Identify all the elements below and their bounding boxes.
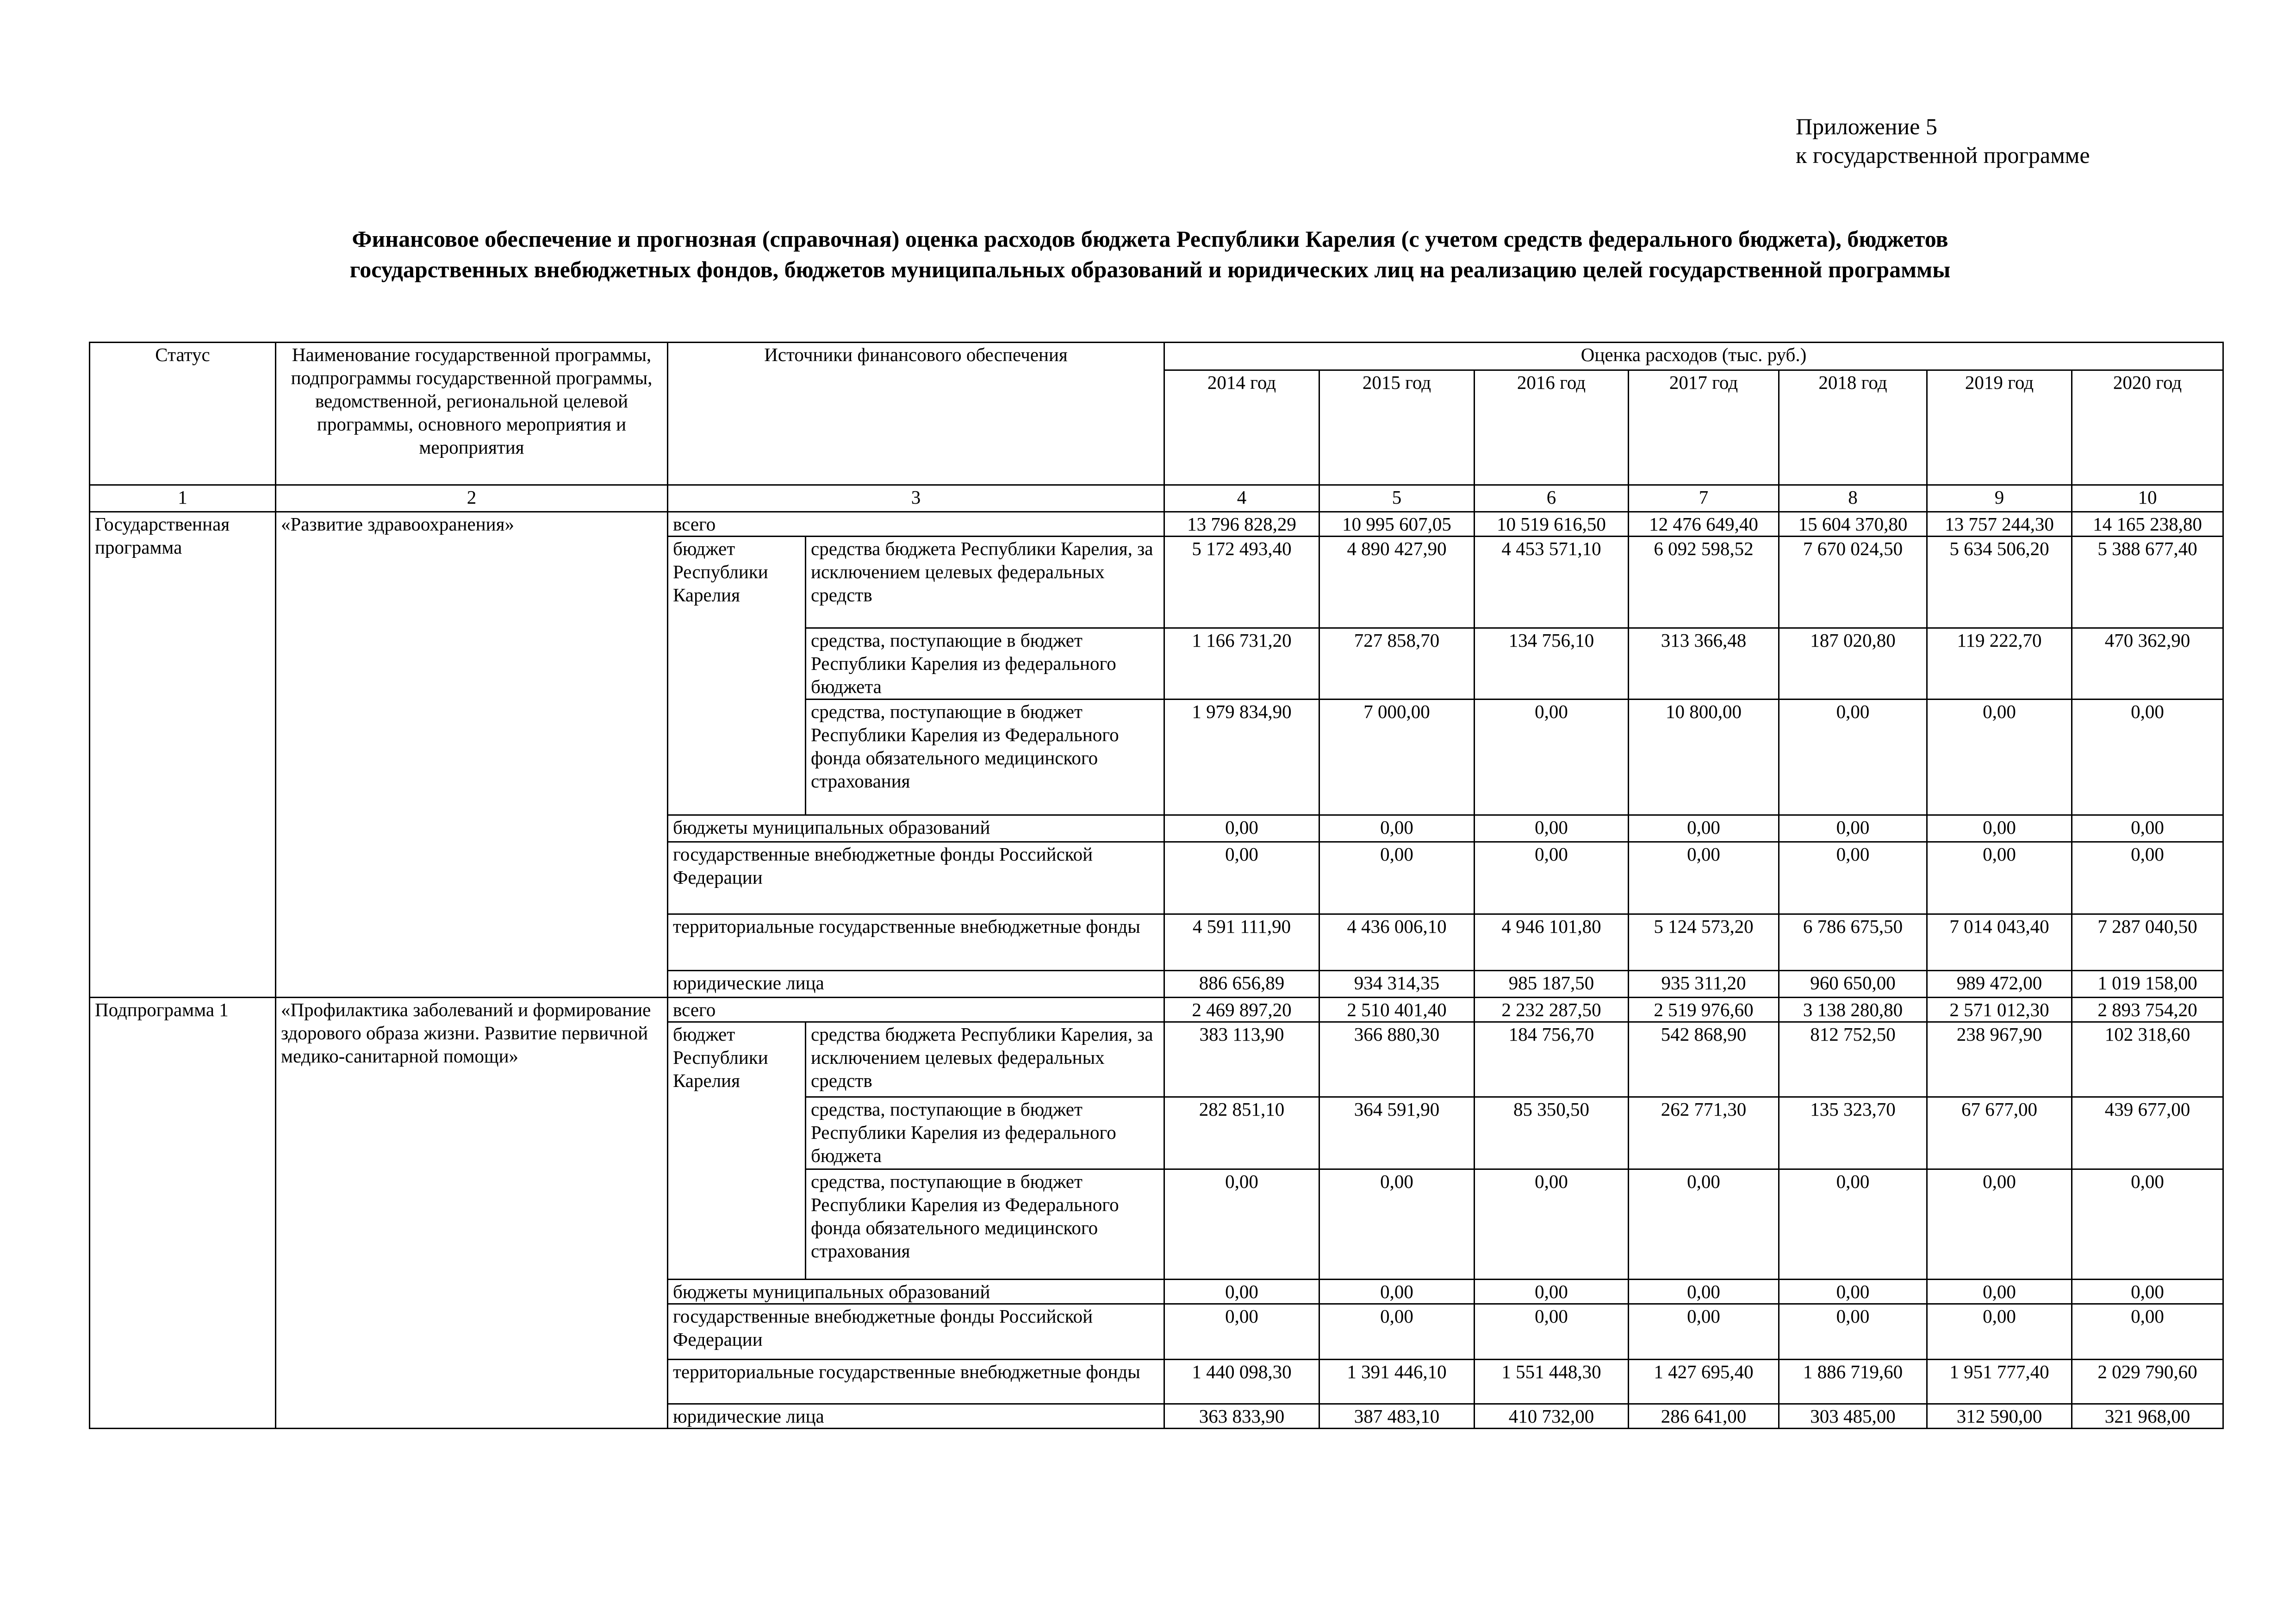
value-text: 7 670 024,50 <box>1803 538 1903 559</box>
value-cell <box>1629 700 1779 815</box>
value-cell <box>2072 1404 2223 1429</box>
value-text: 812 752,50 <box>1810 1024 1896 1045</box>
value-text: 1 551 448,30 <box>1501 1361 1601 1382</box>
value-cell <box>1475 914 1629 971</box>
value-cell <box>1319 1169 1475 1280</box>
value-cell <box>1779 537 1927 628</box>
column-number: 10 <box>2072 485 2223 512</box>
value-cell <box>2072 1360 2223 1404</box>
value-text: 10 519 616,50 <box>1497 513 1606 535</box>
value-cell <box>1629 1097 1779 1169</box>
value-text: 5 634 506,20 <box>1949 538 2049 559</box>
value-cell <box>1319 700 1475 815</box>
value-cell <box>1319 1404 1475 1429</box>
value-text: 0,00 <box>1380 843 1413 865</box>
value-text: 0,00 <box>1687 1305 1720 1327</box>
header-year: 2016 год <box>1475 370 1629 485</box>
value-text: 935 311,20 <box>1661 972 1746 993</box>
value-cell <box>1164 1097 1319 1169</box>
value-text: 0,00 <box>1535 1281 1568 1302</box>
value-text: 2 893 754,20 <box>2097 999 2197 1020</box>
value-text: 6 786 675,50 <box>1803 916 1903 937</box>
header-name: Наименование государственной программы, подпрограммы государственной программы, ведомственной, региональной целевой программы, основного мероприятия и мероприятия <box>276 343 668 485</box>
value-text: 15 604 370,80 <box>1798 513 1908 535</box>
value-cell <box>1475 998 1629 1022</box>
value-cell <box>1779 1280 1927 1304</box>
value-cell <box>1164 628 1319 700</box>
value-cell <box>1927 1280 2072 1304</box>
value-cell <box>1927 512 2072 537</box>
source-label: средства, поступающие в бюджет Республики Карелия из федерального бюджета <box>806 628 1164 700</box>
source-label: государственные внебюджетные фонды Российской Федерации <box>668 1304 1164 1360</box>
value-text: 934 314,35 <box>1354 972 1440 993</box>
column-number: 2 <box>276 485 668 512</box>
header-year: 2015 год <box>1319 370 1475 485</box>
value-text: 0,00 <box>1836 1281 1870 1302</box>
header-status: Статус <box>90 343 276 485</box>
value-text: 2 571 012,30 <box>1949 999 2049 1020</box>
value-text: 85 350,50 <box>1513 1099 1589 1120</box>
value-cell <box>1319 998 1475 1022</box>
header-sources: Источники финансового обеспечения <box>668 343 1164 485</box>
value-cell <box>1475 1304 1629 1360</box>
column-number-row <box>90 485 2223 512</box>
value-text: 0,00 <box>1535 1171 1568 1192</box>
value-text: 0,00 <box>1225 843 1258 865</box>
value-cell <box>1475 1022 1629 1097</box>
budget-group-label: бюджет Республики Карелия <box>668 537 806 815</box>
value-cell <box>2072 815 2223 842</box>
source-label: средства бюджета Республики Карелия, за исключением целевых федеральных средств <box>806 1022 1164 1097</box>
value-cell <box>2072 700 2223 815</box>
value-cell <box>1629 1280 1779 1304</box>
value-cell <box>1164 914 1319 971</box>
value-text: 0,00 <box>1983 1171 2016 1192</box>
value-text: 0,00 <box>2131 843 2164 865</box>
value-cell <box>2072 1280 2223 1304</box>
column-number: 8 <box>1779 485 1927 512</box>
value-cell <box>2072 971 2223 998</box>
value-text: 321 968,00 <box>2104 1405 2190 1427</box>
value-text: 0,00 <box>1535 843 1568 865</box>
value-cell <box>1475 971 1629 998</box>
value-cell <box>1164 512 1319 537</box>
value-text: 886 656,89 <box>1199 972 1285 993</box>
value-text: 0,00 <box>2131 1171 2164 1192</box>
value-text: 439 677,00 <box>2104 1099 2190 1120</box>
value-cell <box>2072 628 2223 700</box>
appendix-line-1: Приложение 5 <box>1796 113 1937 139</box>
value-cell <box>2072 1097 2223 1169</box>
status-cell: Государственная программа <box>90 512 276 998</box>
value-cell <box>1629 1169 1779 1280</box>
value-cell <box>1927 1022 2072 1097</box>
value-cell <box>1629 1404 1779 1429</box>
value-text: 238 967,90 <box>1956 1024 2042 1045</box>
value-text: 2 029 790,60 <box>2097 1361 2197 1382</box>
value-cell <box>1319 537 1475 628</box>
header-year: 2014 год <box>1164 370 1319 485</box>
value-text: 184 756,70 <box>1508 1024 1594 1045</box>
value-text: 0,00 <box>1535 701 1568 722</box>
value-text: 4 890 427,90 <box>1347 538 1447 559</box>
value-cell <box>1164 537 1319 628</box>
value-cell <box>1629 998 1779 1022</box>
value-text: 2 519 976,60 <box>1654 999 1754 1020</box>
column-number: 4 <box>1164 485 1319 512</box>
value-cell <box>1164 842 1319 914</box>
source-label: всего <box>668 512 1164 537</box>
value-cell <box>1779 1169 1927 1280</box>
value-cell <box>1164 998 1319 1022</box>
value-text: 0,00 <box>2131 701 2164 722</box>
value-text: 0,00 <box>1687 1281 1720 1302</box>
value-text: 727 858,70 <box>1354 630 1440 651</box>
value-text: 12 476 649,40 <box>1649 513 1758 535</box>
value-text: 363 833,90 <box>1199 1405 1285 1427</box>
column-number: 1 <box>90 485 276 512</box>
value-cell <box>1927 998 2072 1022</box>
source-label: средства, поступающие в бюджет Республики Карелия из Федерального фонда обязательного медицинского страхования <box>806 1169 1164 1280</box>
value-text: 989 472,00 <box>1956 972 2042 993</box>
value-cell <box>1319 1304 1475 1360</box>
header-year: 2018 год <box>1779 370 1927 485</box>
column-number: 9 <box>1927 485 2072 512</box>
value-text: 313 366,48 <box>1661 630 1747 651</box>
value-text: 262 771,30 <box>1661 1099 1747 1120</box>
value-cell <box>1475 1169 1629 1280</box>
value-cell <box>1779 512 1927 537</box>
value-cell <box>1927 537 2072 628</box>
value-cell <box>2072 537 2223 628</box>
value-text: 119 222,70 <box>1957 630 2042 651</box>
value-cell <box>1629 628 1779 700</box>
budget-table-body <box>90 343 2223 1429</box>
value-text: 0,00 <box>1983 1281 2016 1302</box>
value-cell <box>1779 1304 1927 1360</box>
value-cell <box>2072 842 2223 914</box>
value-cell <box>1629 1022 1779 1097</box>
value-cell <box>1927 842 2072 914</box>
value-text: 0,00 <box>2131 817 2164 838</box>
value-text: 1 166 731,20 <box>1192 630 1292 651</box>
value-text: 3 138 280,80 <box>1803 999 1903 1020</box>
source-label: территориальные государственные внебюджетные фонды <box>668 1360 1164 1404</box>
budget-table <box>89 342 2224 1429</box>
value-text: 303 485,00 <box>1810 1405 1896 1427</box>
table-row <box>90 998 2223 1022</box>
value-text: 135 323,70 <box>1810 1099 1896 1120</box>
value-cell <box>1475 1097 1629 1169</box>
value-text: 286 641,00 <box>1661 1405 1747 1427</box>
value-cell <box>1779 815 1927 842</box>
value-cell <box>1164 1404 1319 1429</box>
value-cell <box>1475 842 1629 914</box>
value-cell <box>1927 700 2072 815</box>
value-text: 4 453 571,10 <box>1501 538 1601 559</box>
value-text: 0,00 <box>1983 1305 2016 1327</box>
value-cell <box>1927 815 2072 842</box>
value-text: 6 092 598,52 <box>1654 538 1754 559</box>
value-text: 7 000,00 <box>1363 701 1430 722</box>
column-number: 7 <box>1629 485 1779 512</box>
value-cell <box>1164 971 1319 998</box>
value-text: 0,00 <box>1225 1281 1258 1302</box>
value-cell <box>1164 815 1319 842</box>
budget-group-label: бюджет Республики Карелия <box>668 1022 806 1280</box>
value-cell <box>1319 1280 1475 1304</box>
value-cell <box>1927 914 2072 971</box>
table-row <box>90 512 2223 537</box>
value-text: 13 796 828,29 <box>1187 513 1296 535</box>
value-cell <box>1779 1360 1927 1404</box>
value-cell <box>1319 842 1475 914</box>
value-text: 0,00 <box>1983 817 2016 838</box>
source-label: средства, поступающие в бюджет Республики Карелия из Федерального фонда обязательного медицинского страхования <box>806 700 1164 815</box>
value-cell <box>1475 537 1629 628</box>
status-cell: Подпрограмма 1 <box>90 998 276 1429</box>
value-cell <box>1927 1169 2072 1280</box>
value-text: 0,00 <box>1983 843 2016 865</box>
column-number: 3 <box>668 485 1164 512</box>
value-cell <box>1629 914 1779 971</box>
value-cell <box>1779 628 1927 700</box>
value-cell <box>1779 1097 1927 1169</box>
header-row-1 <box>90 343 2223 370</box>
value-text: 0,00 <box>2131 1305 2164 1327</box>
value-text: 0,00 <box>2131 1281 2164 1302</box>
document-title-line-2: государственных внебюджетных фондов, бюджетов муниципальных образований и юридических лиц на реализацию целей государственной программы <box>349 256 1951 282</box>
column-number: 5 <box>1319 485 1475 512</box>
value-cell <box>1475 1280 1629 1304</box>
value-text: 7 014 043,40 <box>1949 916 2049 937</box>
value-text: 1 979 834,90 <box>1192 701 1292 722</box>
value-text: 0,00 <box>1836 701 1870 722</box>
value-cell <box>1164 1280 1319 1304</box>
value-text: 960 650,00 <box>1810 972 1896 993</box>
value-text: 0,00 <box>1380 1171 1413 1192</box>
value-text: 0,00 <box>1380 817 1413 838</box>
value-text: 364 591,90 <box>1354 1099 1440 1120</box>
value-text: 4 436 006,10 <box>1347 916 1447 937</box>
value-text: 10 800,00 <box>1666 701 1742 722</box>
value-text: 0,00 <box>1836 817 1870 838</box>
value-text: 0,00 <box>1836 1305 1870 1327</box>
value-text: 4 591 111,90 <box>1192 916 1291 937</box>
value-text: 0,00 <box>1225 1171 1258 1192</box>
value-cell <box>1475 1360 1629 1404</box>
value-text: 102 318,60 <box>2104 1024 2190 1045</box>
value-text: 7 287 040,50 <box>2097 916 2197 937</box>
value-cell <box>1927 971 2072 998</box>
value-cell <box>1927 1360 2072 1404</box>
value-text: 0,00 <box>1836 1171 1870 1192</box>
value-text: 0,00 <box>1687 817 1720 838</box>
appendix-line-2: к государственной программе <box>1796 142 2090 168</box>
value-cell <box>2072 1304 2223 1360</box>
value-text: 0,00 <box>1225 817 1258 838</box>
value-cell <box>1927 628 2072 700</box>
value-cell <box>1319 815 1475 842</box>
value-text: 542 868,90 <box>1661 1024 1747 1045</box>
header-year: 2019 год <box>1927 370 2072 485</box>
value-text: 0,00 <box>1687 843 1720 865</box>
value-text: 312 590,00 <box>1956 1405 2042 1427</box>
value-cell <box>1629 815 1779 842</box>
value-cell <box>1164 1304 1319 1360</box>
value-text: 5 172 493,40 <box>1192 538 1292 559</box>
value-cell <box>1779 842 1927 914</box>
value-cell <box>1629 842 1779 914</box>
value-cell <box>1319 1022 1475 1097</box>
value-cell <box>1319 628 1475 700</box>
value-cell <box>2072 1169 2223 1280</box>
value-text: 134 756,10 <box>1508 630 1594 651</box>
value-text: 0,00 <box>1836 843 1870 865</box>
value-cell <box>1319 1097 1475 1169</box>
value-text: 67 677,00 <box>1961 1099 2037 1120</box>
value-cell <box>1779 971 1927 998</box>
source-label: бюджеты муниципальных образований <box>668 1280 1164 1304</box>
value-cell <box>1629 537 1779 628</box>
value-text: 282 851,10 <box>1199 1099 1285 1120</box>
value-cell <box>1164 700 1319 815</box>
value-cell <box>1319 512 1475 537</box>
value-text: 1 440 098,30 <box>1192 1361 1292 1382</box>
value-cell <box>1319 971 1475 998</box>
value-text: 383 113,90 <box>1199 1024 1284 1045</box>
value-cell <box>1164 1360 1319 1404</box>
value-cell <box>1164 1022 1319 1097</box>
appendix-note <box>1796 112 2090 169</box>
source-label: государственные внебюджетные фонды Российской Федерации <box>668 842 1164 914</box>
value-cell <box>1475 815 1629 842</box>
source-label: средства бюджета Республики Карелия, за исключением целевых федеральных средств <box>806 537 1164 628</box>
value-text: 0,00 <box>1687 1171 1720 1192</box>
value-text: 14 165 238,80 <box>2093 513 2202 535</box>
value-text: 0,00 <box>1983 701 2016 722</box>
value-text: 985 187,50 <box>1508 972 1594 993</box>
value-cell <box>1927 1304 2072 1360</box>
value-cell <box>1475 1404 1629 1429</box>
program-name-cell: «Профилактика заболеваний и формирование здорового образа жизни. Развитие первичной медико-санитарной помощи» <box>276 998 668 1429</box>
value-cell <box>2072 998 2223 1022</box>
value-text: 1 951 777,40 <box>1949 1361 2049 1382</box>
value-text: 1 886 719,60 <box>1803 1361 1903 1382</box>
value-cell <box>1629 1304 1779 1360</box>
value-cell <box>1319 914 1475 971</box>
header-year: 2020 год <box>2072 370 2223 485</box>
column-number: 6 <box>1475 485 1629 512</box>
source-label: всего <box>668 998 1164 1022</box>
value-text: 5 124 573,20 <box>1654 916 1754 937</box>
value-text: 410 732,00 <box>1508 1405 1594 1427</box>
header-estimate: Оценка расходов (тыс. руб.) <box>1164 343 2223 370</box>
value-cell <box>1779 914 1927 971</box>
header-year: 2017 год <box>1629 370 1779 485</box>
value-text: 0,00 <box>1535 817 1568 838</box>
source-label: бюджеты муниципальных образований <box>668 815 1164 842</box>
value-cell <box>1629 971 1779 998</box>
value-text: 10 995 607,05 <box>1342 513 1451 535</box>
value-cell <box>1629 1360 1779 1404</box>
value-text: 0,00 <box>1380 1305 1413 1327</box>
value-text: 187 020,80 <box>1810 630 1896 651</box>
value-cell <box>1475 700 1629 815</box>
value-cell <box>1927 1404 2072 1429</box>
value-text: 2 469 897,20 <box>1192 999 1292 1020</box>
value-text: 470 362,90 <box>2104 630 2190 651</box>
value-cell <box>1779 1404 1927 1429</box>
value-text: 2 510 401,40 <box>1347 999 1447 1020</box>
value-cell <box>1779 700 1927 815</box>
source-label: территориальные государственные внебюджетные фонды <box>668 914 1164 971</box>
value-text: 1 427 695,40 <box>1654 1361 1754 1382</box>
program-name-cell: «Развитие здравоохранения» <box>276 512 668 998</box>
value-text: 0,00 <box>1535 1305 1568 1327</box>
value-cell <box>1779 998 1927 1022</box>
value-cell <box>1927 1097 2072 1169</box>
document-title-line-1: Финансовое обеспечение и прогнозная (справочная) оценка расходов бюджета Республики Карелия (с учетом средств федерального бюджета), бюджетов <box>352 226 1948 252</box>
value-cell <box>1319 1360 1475 1404</box>
value-cell <box>1475 512 1629 537</box>
value-text: 0,00 <box>1225 1305 1258 1327</box>
source-label: юридические лица <box>668 1404 1164 1429</box>
value-cell <box>1779 1022 1927 1097</box>
value-text: 2 232 287,50 <box>1501 999 1601 1020</box>
value-text: 1 019 158,00 <box>2097 972 2197 993</box>
value-text: 366 880,30 <box>1354 1024 1440 1045</box>
value-text: 13 757 244,30 <box>1945 513 2054 535</box>
value-cell <box>1475 628 1629 700</box>
value-text: 1 391 446,10 <box>1347 1361 1447 1382</box>
value-cell <box>2072 914 2223 971</box>
value-text: 387 483,10 <box>1354 1405 1440 1427</box>
value-text: 5 388 677,40 <box>2097 538 2197 559</box>
value-text: 0,00 <box>1380 1281 1413 1302</box>
source-label: юридические лица <box>668 971 1164 998</box>
value-text: 4 946 101,80 <box>1501 916 1601 937</box>
value-cell <box>2072 1022 2223 1097</box>
source-label: средства, поступающие в бюджет Республики Карелия из федерального бюджета <box>806 1097 1164 1169</box>
value-cell <box>1629 512 1779 537</box>
document-title <box>88 224 2212 285</box>
value-cell <box>2072 512 2223 537</box>
value-cell <box>1164 1169 1319 1280</box>
